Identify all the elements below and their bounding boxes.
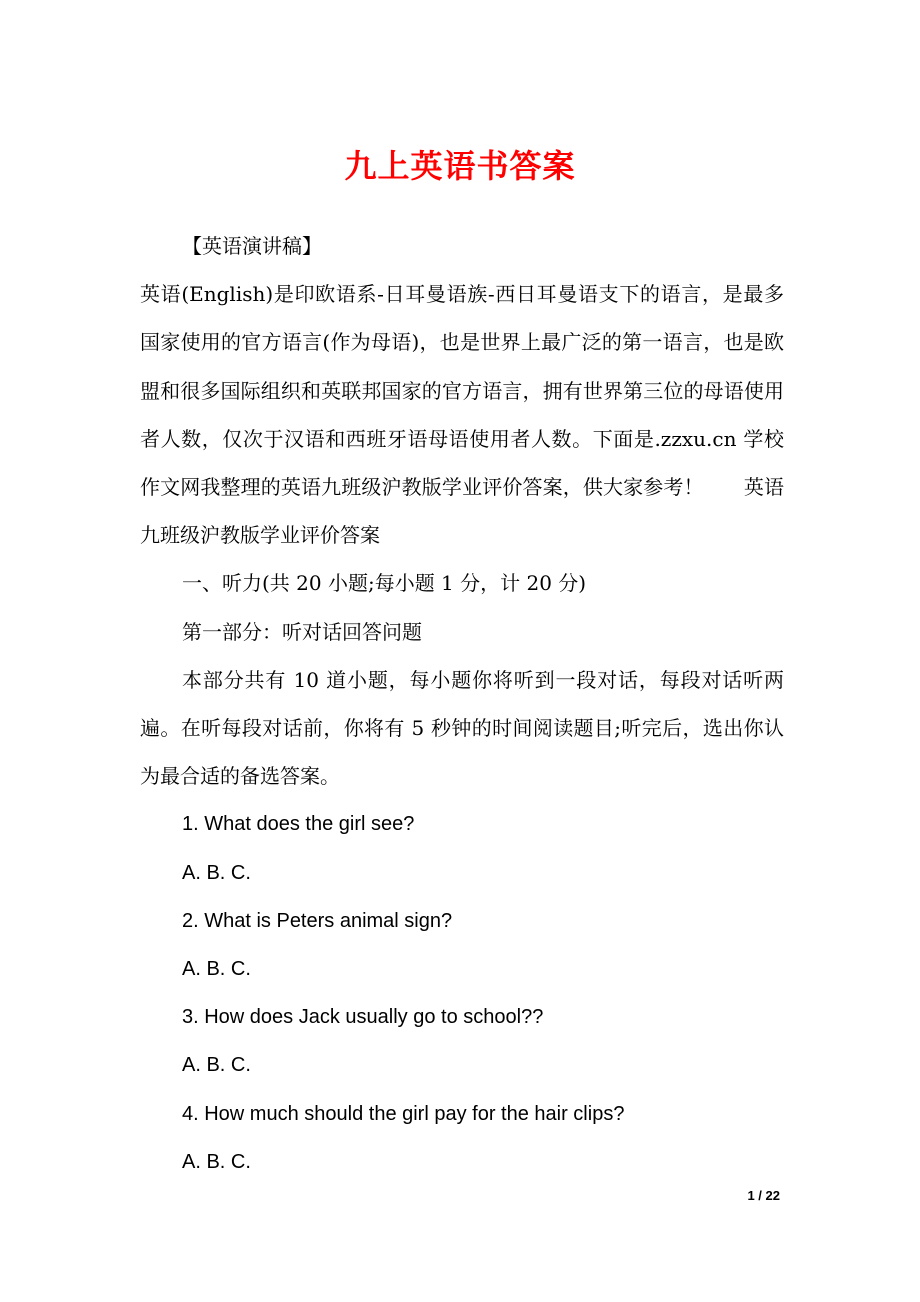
question-text: 4. How much should the girl pay for the hair clips? xyxy=(182,1102,625,1125)
question-text: 3. How does Jack usually go to school?? xyxy=(182,1006,544,1029)
question-options: A. B. C. xyxy=(182,958,251,981)
question-options: A. B. C. xyxy=(182,1054,251,1077)
document-title: 九上英语书答案 xyxy=(344,147,576,185)
section-heading: 【英语演讲稿】 xyxy=(182,234,322,258)
listening-heading: 一、听力(共 20 小题;每小题 1 分，计 20 分) xyxy=(182,571,587,596)
part-one-heading: 第一部分：听对话回答问题 xyxy=(182,619,422,644)
page-number: 1 / 22 xyxy=(747,1188,780,1203)
question-options: A. B. C. xyxy=(182,1150,251,1173)
question-text: 2. What is Peters animal sign? xyxy=(182,909,453,932)
part-one-instructions: 本部分共有 10 道小题，每小题你将听到一段对话，每段对话听两遍。在听每段对话前，你将有 5 秒钟的时间阅读题目;听完后，选出你认为最合适的备选答案。 xyxy=(140,667,784,789)
intro-paragraph: 英语(English)是印欧语系-日耳曼语族-西日耳曼语支下的语言，是最多国家使用的官方语言(作为母语)，也是世界上最广泛的第一语言，也是欧盟和很多国际组织和英联邦国家的官方语言，拥有世界第三位的母语使用者人数，仅次于汉语和西班牙语母语使用者人数。下面是.zzxu.cn 学校作文网我整理的英语九班级沪教版学业评价答案，供大家参考！ 英语九班级沪教版学业评价答案 xyxy=(140,282,784,548)
question-text: 1. What does the girl see? xyxy=(182,813,415,836)
question-options: A. B. C. xyxy=(182,861,251,884)
document-body xyxy=(140,222,784,1186)
